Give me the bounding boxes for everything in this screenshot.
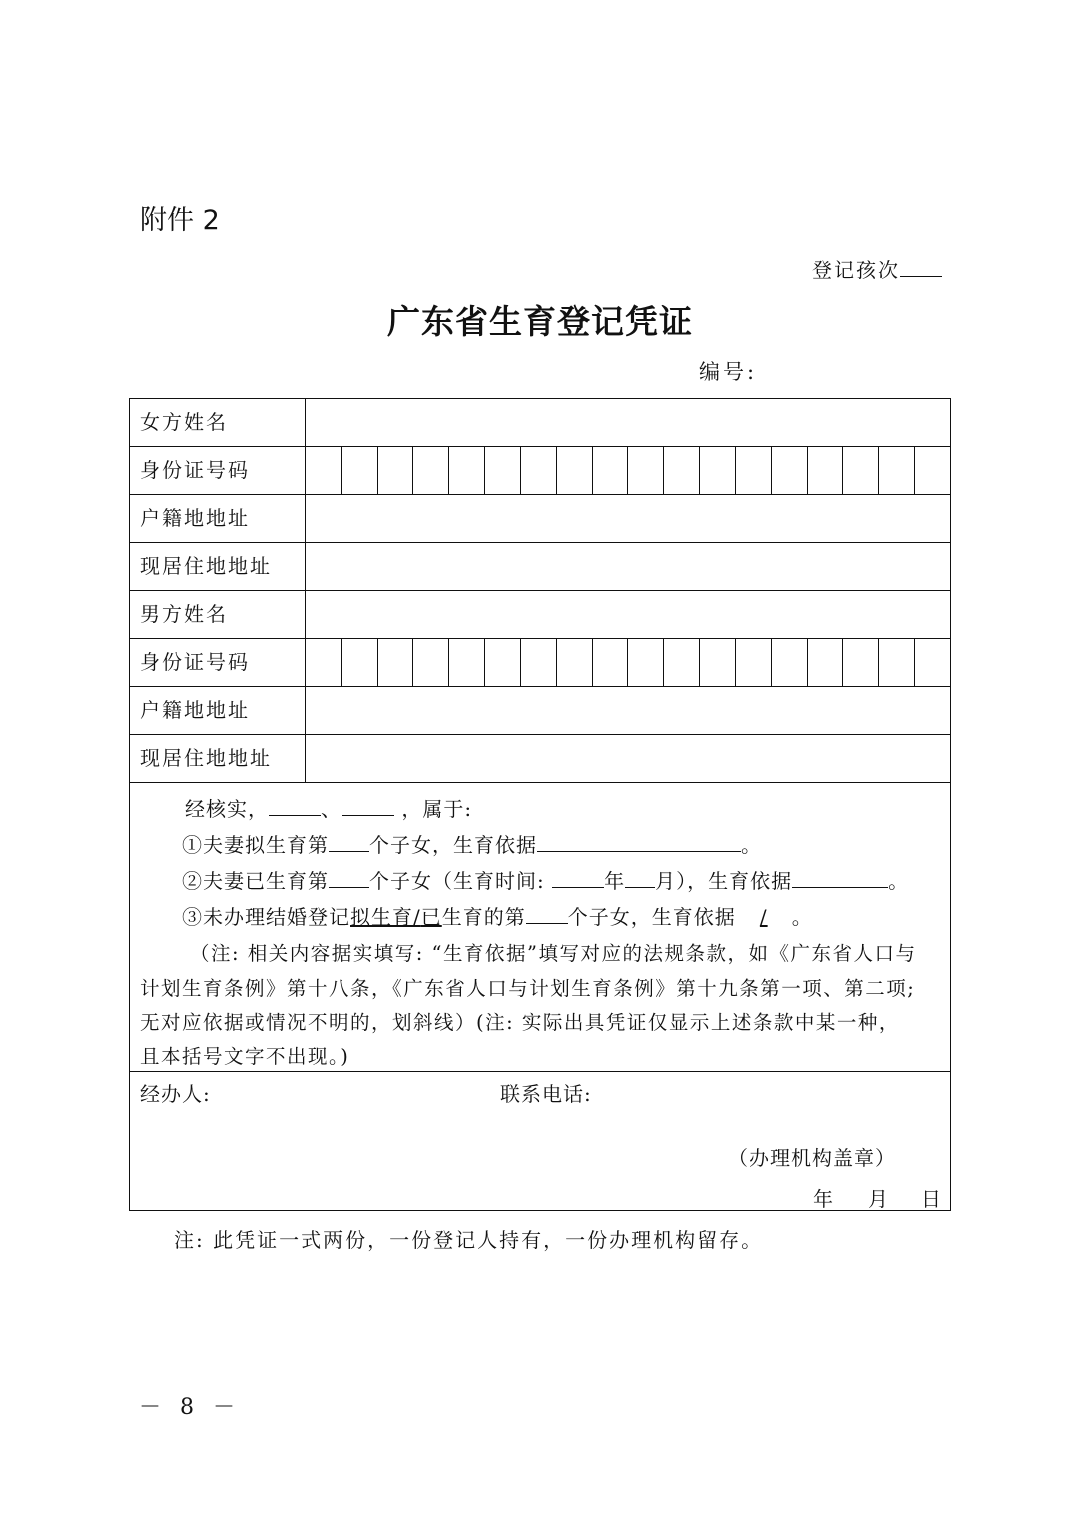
form-row-label: 身份证号码 <box>130 639 306 686</box>
date-day: 日 <box>921 1187 942 1211</box>
phone-label: 联系电话: <box>500 1082 592 1106</box>
id-digit-cell[interactable] <box>521 447 557 494</box>
registration-order-label: 登记孩次 <box>812 258 900 282</box>
id-digit-cell[interactable] <box>843 447 879 494</box>
form-row-label: 户籍地地址 <box>130 495 306 542</box>
option-2-year: 年 <box>604 869 626 893</box>
form-row <box>130 687 950 735</box>
id-digit-cell[interactable] <box>772 639 808 686</box>
form-row-value[interactable] <box>306 735 950 782</box>
id-digit-cell[interactable] <box>342 639 378 686</box>
verify-intro <box>185 793 472 822</box>
id-digit-cell[interactable] <box>700 447 736 494</box>
id-digit-cell[interactable] <box>593 639 629 686</box>
option-3 <box>182 901 813 930</box>
option-1-child-order-blank[interactable] <box>329 831 369 852</box>
form-row <box>130 591 950 639</box>
form-row-label: 户籍地地址 <box>130 687 306 734</box>
option-3-child-order-blank[interactable] <box>526 903 568 924</box>
verify-intro-text: 经核实， <box>185 797 269 821</box>
id-digit-cell[interactable] <box>413 639 449 686</box>
form-row <box>130 447 950 495</box>
page-title: 广东省生育登记凭证 <box>387 302 693 341</box>
form-row <box>130 543 950 591</box>
registration-order-blank[interactable] <box>900 256 942 277</box>
option-2-year-blank[interactable] <box>552 867 604 888</box>
id-digit-cell[interactable] <box>557 639 593 686</box>
name-blank-1[interactable] <box>269 795 321 816</box>
option-3-planned: 拟生育 <box>350 905 413 929</box>
note-line-4: 且本括号文字不出现。) <box>140 1045 350 1068</box>
form-row-label: 女方姓名 <box>130 399 306 446</box>
date-year: 年 <box>813 1187 834 1211</box>
id-digit-cell[interactable] <box>521 639 557 686</box>
footnote: 注: 此凭证一式两份，一份登记人持有，一份办理机构留存。 <box>174 1228 764 1252</box>
id-digit-cell[interactable] <box>593 447 629 494</box>
form-row <box>130 639 950 687</box>
note-line-2: 计划生育条例》第十八条，《广东省人口与计划生育条例》第十九条第一项、第二项; <box>140 977 916 1000</box>
id-digit-cell[interactable] <box>879 447 915 494</box>
note-line-1: （注: 相关内容据实填写: “生育依据”填写对应的法规条款，如《广东省人口与 <box>190 942 917 965</box>
option-1-text: ①夫妻拟生育第 <box>182 833 329 857</box>
handler-label: 经办人: <box>140 1082 211 1106</box>
option-3-text: ③未办理结婚登记 <box>182 905 350 929</box>
option-3-order-text: 生育的第 <box>441 905 526 929</box>
page-number: － 8 － <box>139 1395 241 1420</box>
note-line-3: 无对应依据或情况不明的，划斜线）(注: 实际出具凭证仅显示上述条款中某一种， <box>140 1011 900 1034</box>
option-3-basis-value[interactable]: / <box>759 905 768 929</box>
id-digit-cell[interactable] <box>700 639 736 686</box>
form-row-label: 现居住地地址 <box>130 735 306 782</box>
id-number-field <box>306 639 950 686</box>
form-row-value[interactable] <box>306 399 950 446</box>
id-digit-cell[interactable] <box>915 639 950 686</box>
form-row-value[interactable] <box>306 543 950 590</box>
form-row-label: 男方姓名 <box>130 591 306 638</box>
option-2-basis-blank[interactable] <box>792 867 888 888</box>
option-3-already: 已 <box>420 905 442 929</box>
option-2-child-order-blank[interactable] <box>329 867 369 888</box>
option-3-basis-text: 个子女，生育依据 <box>567 905 736 929</box>
id-digit-cell[interactable] <box>485 447 521 494</box>
id-digit-cell[interactable] <box>449 447 485 494</box>
form-row-label: 现居住地地址 <box>130 543 306 590</box>
option-1-basis-blank[interactable] <box>537 831 741 852</box>
seal-label: （办理机构盖章） <box>728 1146 896 1170</box>
serial-number-label: 编号: <box>699 360 758 384</box>
form-row <box>130 399 950 447</box>
id-digit-cell[interactable] <box>557 447 593 494</box>
name-blank-2[interactable] <box>342 795 394 816</box>
date-month: 月 <box>868 1187 889 1211</box>
id-digit-cell[interactable] <box>736 639 772 686</box>
option-2-time-text: 个子女（生育时间: <box>369 869 545 893</box>
option-3-slash: / <box>413 905 421 929</box>
id-digit-cell[interactable] <box>843 639 879 686</box>
id-digit-cell[interactable] <box>485 639 521 686</box>
id-digit-cell[interactable] <box>413 447 449 494</box>
form-row <box>130 735 950 783</box>
id-digit-cell[interactable] <box>808 639 844 686</box>
option-2-text: ②夫妻已生育第 <box>182 869 329 893</box>
id-digit-cell[interactable] <box>808 447 844 494</box>
verify-belongs-text: ，属于: <box>401 797 473 821</box>
form-row-value[interactable] <box>306 687 950 734</box>
id-digit-cell[interactable] <box>628 639 664 686</box>
attachment-label: 附件 2 <box>140 205 220 236</box>
id-digit-cell[interactable] <box>915 447 950 494</box>
verification-section <box>130 783 950 1072</box>
id-digit-cell[interactable] <box>772 447 808 494</box>
option-1 <box>182 829 762 858</box>
id-digit-cell[interactable] <box>306 447 342 494</box>
option-3-period: 。 <box>791 905 813 929</box>
id-digit-cell[interactable] <box>664 447 700 494</box>
id-digit-cell[interactable] <box>342 447 378 494</box>
form-row-value[interactable] <box>306 495 950 542</box>
signature-section <box>130 1072 950 1212</box>
form-row-label: 身份证号码 <box>130 447 306 494</box>
option-1-period: 。 <box>741 833 762 857</box>
option-1-basis-text: 个子女，生育依据 <box>369 833 537 857</box>
id-digit-cell[interactable] <box>879 639 915 686</box>
option-2-period: 。 <box>888 869 910 893</box>
registration-form <box>129 398 951 1211</box>
option-2-basis-text: 月），生育依据 <box>655 869 793 893</box>
form-row <box>130 495 950 543</box>
id-digit-cell[interactable] <box>378 447 414 494</box>
id-digit-cell[interactable] <box>306 639 342 686</box>
id-digit-cell[interactable] <box>378 639 414 686</box>
id-digit-cell[interactable] <box>736 447 772 494</box>
verify-separator: 、 <box>321 797 342 821</box>
id-digit-cell[interactable] <box>664 639 700 686</box>
id-digit-cell[interactable] <box>449 639 485 686</box>
form-row-value[interactable] <box>306 591 950 638</box>
id-number-field <box>306 447 950 494</box>
option-2 <box>182 865 909 894</box>
option-2-month-blank[interactable] <box>625 867 655 888</box>
registration-order <box>812 254 942 283</box>
id-digit-cell[interactable] <box>628 447 664 494</box>
